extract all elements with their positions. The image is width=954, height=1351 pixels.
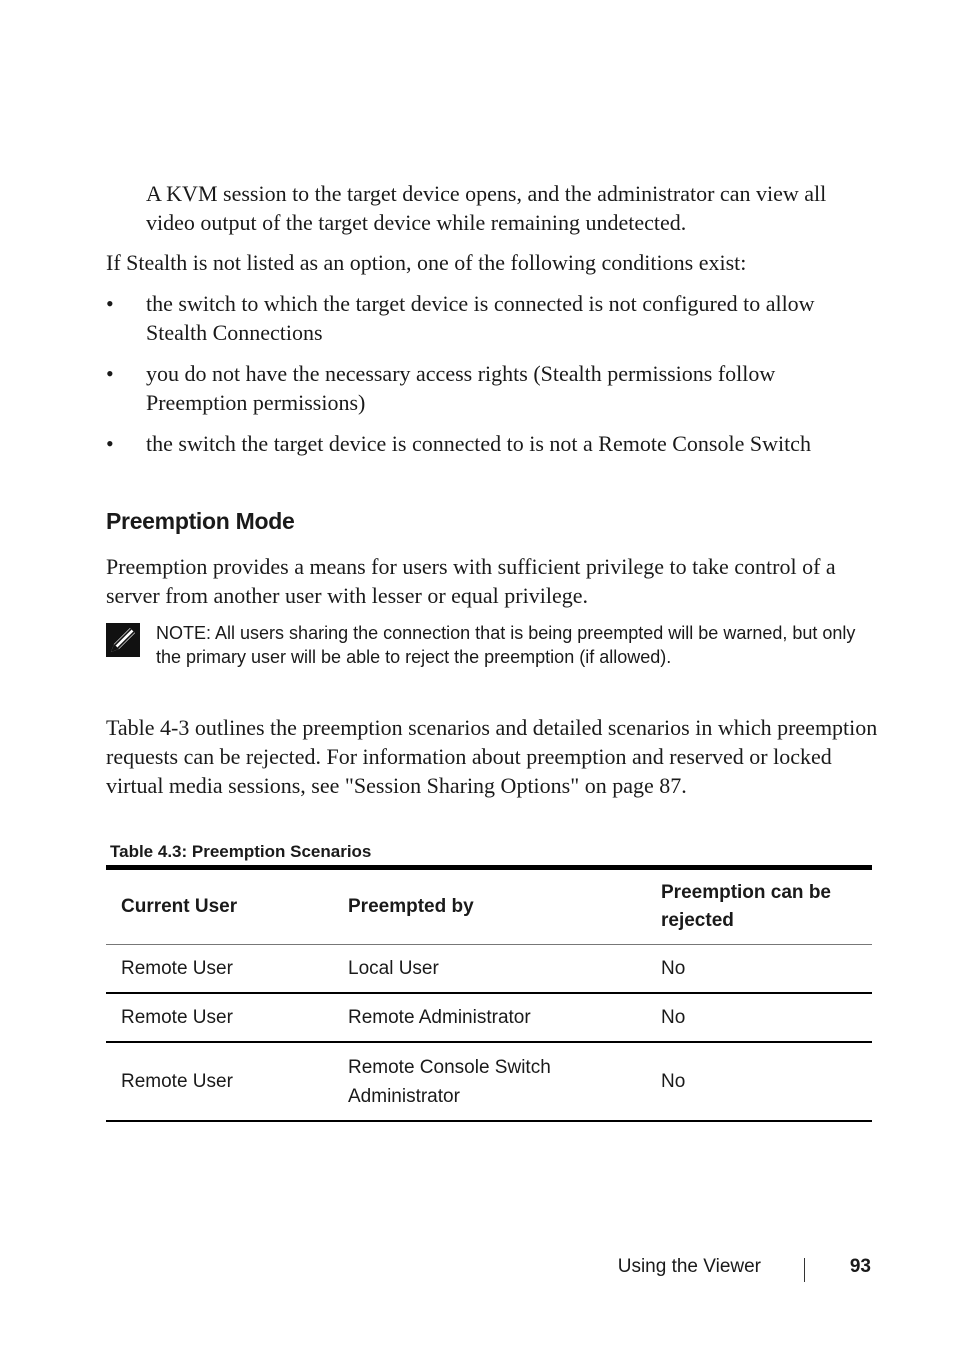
table-cell: No [661, 1007, 686, 1028]
bullet-marker: • [106, 291, 114, 316]
list-item-text: you do not have the necessary access rights (Stealth permissions follow Preemption permissions) [146, 361, 776, 415]
table-row [106, 945, 872, 994]
table-caption: Table 4.3: Preemption Scenarios [110, 842, 372, 861]
table-cell: No [661, 958, 686, 979]
list-item-text: the switch to which the target device is connected is not configured to allow Stealth Connections [146, 291, 815, 345]
preemption-table [106, 865, 872, 1122]
table-header-row [106, 868, 872, 945]
pencil-note-icon [106, 623, 140, 657]
table-cell: Remote Console Switch Administrator [348, 1056, 551, 1107]
conditions-lead-paragraph: If Stealth is not listed as an option, one of the following conditions exist: [106, 250, 747, 275]
list-item-text: the switch the target device is connected to is not a Remote Console Switch [146, 431, 811, 456]
preemption-paragraph: Preemption provides a means for users with sufficient privilege to take control of a server from another user with lesser or equal privilege. [106, 554, 836, 608]
footer-section-title: Using the Viewer [617, 1256, 761, 1277]
section-heading: Preemption Mode [106, 508, 295, 534]
table-cell: Remote Administrator [348, 1007, 531, 1028]
table-cell: Remote User [121, 958, 233, 979]
note-label: NOTE: [156, 623, 212, 643]
table-cell: Local User [348, 958, 439, 979]
column-header-preempted-by: Preempted by [348, 896, 474, 917]
table-row [106, 993, 872, 1042]
intro-paragraph: A KVM session to the target device opens, and the administrator can view all video output of the target device while remaining undetected. [146, 181, 827, 235]
note-text: All users sharing the connection that is being preempted will be warned, but only the primary user will be able to reject the preemption (if allowed). [156, 623, 856, 667]
table-intro-paragraph: Table 4-3 outlines the preemption scenarios and detailed scenarios in which preemption requests can be rejected. For information about preemption and reserved or locked virtual media sessions, see "Session Sharing Options" on page 87. [106, 715, 878, 798]
column-header-current-user: Current User [121, 896, 238, 917]
page-number: 93 [849, 1256, 871, 1277]
note-callout [156, 622, 856, 669]
bullet-marker: • [106, 361, 114, 386]
table-row [106, 1042, 872, 1121]
table-cell: No [661, 1071, 686, 1092]
table-cell: Remote User [121, 1007, 233, 1028]
column-header-can-be-rejected: Preemption can be rejected [661, 882, 831, 931]
bullet-marker: • [106, 431, 114, 456]
table-cell: Remote User [121, 1071, 233, 1092]
footer-divider [804, 1258, 805, 1282]
